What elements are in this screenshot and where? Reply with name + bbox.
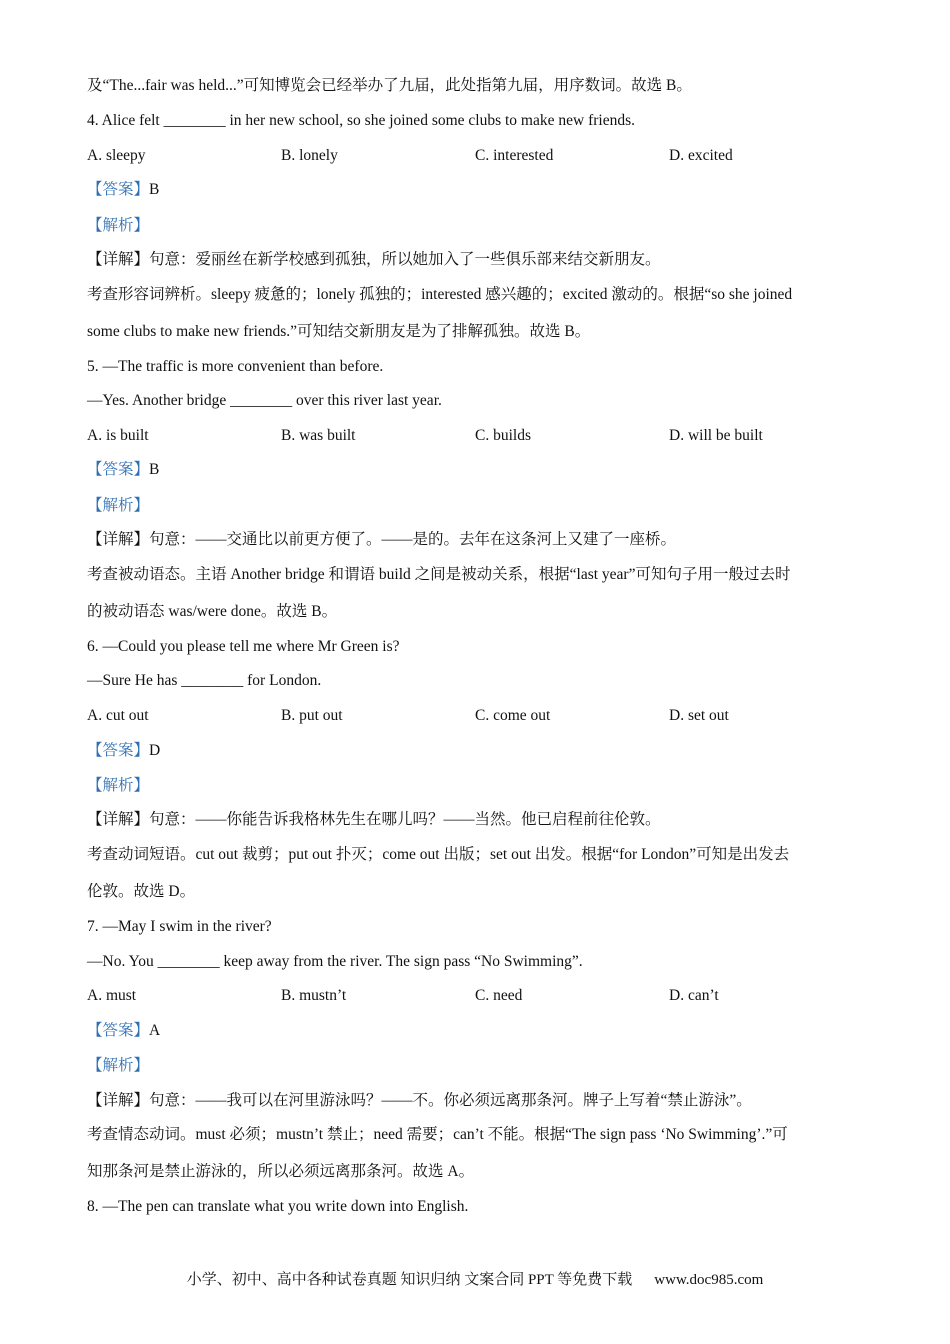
footer-url-link[interactable]: www.doc985.com: [654, 1272, 764, 1288]
question-5-explanation-2: 的被动语态 was/were done。故选 B。: [87, 603, 338, 620]
question-7-option-d: D. can’t: [669, 987, 719, 1004]
answer-value: A: [149, 1022, 161, 1039]
question-6-option-a: A. cut out: [87, 707, 149, 724]
detail-text: 句意：——你能告诉我格林先生在哪儿吗？——当然。他已启程前往伦敦。: [149, 811, 661, 828]
question-7-option-c: C. need: [475, 987, 523, 1004]
question-4-option-a: A. sleepy: [87, 147, 146, 164]
question-7-answer: [87, 1021, 867, 1041]
question-5-explanation-1: 考查被动语态。主语 Another bridge 和谓语 build 之间是被动关系，根据“last year”可知句子用一般过去时: [87, 566, 791, 583]
question-4-answer: [87, 180, 867, 200]
question-5-detail: [87, 530, 867, 550]
question-7-option-b: B. mustn’t: [281, 987, 347, 1004]
question-5-option-c: C. builds: [475, 427, 531, 444]
answer-value: B: [149, 181, 160, 198]
analysis-tag: 【解析】: [87, 217, 150, 234]
detail-tag: 【详解】: [87, 531, 150, 548]
question-6-option-b: B. put out: [281, 707, 343, 724]
detail-text: 句意：——我可以在河里游泳吗？——不。你必须远离那条河。牌子上写着“禁止游泳”。: [149, 1092, 752, 1109]
analysis-tag: 【解析】: [87, 777, 150, 794]
answer-tag: 【答案】: [87, 461, 150, 478]
question-5-option-b: B. was built: [281, 427, 356, 444]
question-4-option-d: D. excited: [669, 147, 733, 164]
question-4-option-c: C. interested: [475, 147, 554, 164]
question-5-stem-1: 5. —The traffic is more convenient than before.: [87, 358, 384, 375]
question-6-option-d: D. set out: [669, 707, 729, 724]
question-4-detail: [87, 250, 867, 270]
question-7-option-a: A. must: [87, 987, 137, 1004]
question-8-stem-1: 8. —The pen can translate what you write down into English.: [87, 1198, 469, 1215]
answer-value: B: [149, 461, 160, 478]
text-line: 及“The...fair was held...”可知博览会已经举办了九届，此处指第九届，用序数词。故选 B。: [87, 77, 692, 94]
detail-tag: 【详解】: [87, 1092, 150, 1109]
answer-value: D: [149, 742, 161, 759]
detail-text: 句意：——交通比以前更方便了。——是的。去年在这条河上又建了一座桥。: [149, 531, 677, 548]
question-7-detail: [87, 1091, 867, 1111]
question-7-explanation-1: 考查情态动词。must 必须；mustn’t 禁止；need 需要；can’t 不能。根据“The sign pass ‘No Swimming’.”可: [87, 1126, 788, 1143]
question-5-option-d: D. will be built: [669, 427, 763, 444]
analysis-tag: 【解析】: [87, 1057, 150, 1074]
question-7-stem-1: 7. —May I swim in the river?: [87, 918, 272, 935]
answer-tag: 【答案】: [87, 1022, 150, 1039]
question-6-detail: [87, 810, 867, 830]
question-4-explanation-1: 考查形容词辨析。sleepy 疲惫的；lonely 孤独的；interested 感兴趣的；excited 激动的。根据“so she joined: [87, 286, 793, 303]
answer-tag: 【答案】: [87, 181, 150, 198]
question-6-explanation-2: 伦敦。故选 D。: [87, 883, 196, 900]
detail-tag: 【详解】: [87, 251, 150, 268]
detail-text: 句意：爱丽丝在新学校感到孤独，所以她加入了一些俱乐部来结交新朋友。: [149, 251, 661, 268]
question-6-option-c: C. come out: [475, 707, 551, 724]
question-7-explanation-2: 知那条河是禁止游泳的，所以必须远离那条河。故选 A。: [87, 1163, 475, 1180]
question-6-explanation-1: 考查动词短语。cut out 裁剪；put out 扑灭；come out 出版；set out 出发。根据“for London”可知是出发去: [87, 846, 790, 863]
question-6-stem-1: 6. —Could you please tell me where Mr Green is?: [87, 638, 400, 655]
question-5-answer: [87, 460, 867, 480]
detail-tag: 【详解】: [87, 811, 150, 828]
question-4-explanation-2: some clubs to make new friends.”可知结交新朋友是为了排解孤独。故选 B。: [87, 323, 591, 340]
question-5-stem-2: —Yes. Another bridge ________ over this river last year.: [87, 392, 442, 409]
question-4-option-b: B. lonely: [281, 147, 338, 164]
question-4-stem: 4. Alice felt ________ in her new school, so she joined some clubs to make new friends.: [87, 112, 635, 129]
analysis-tag: 【解析】: [87, 497, 150, 514]
question-5-option-a: A. is built: [87, 427, 149, 444]
page-footer: [0, 1270, 950, 1290]
question-6-answer: [87, 741, 867, 761]
question-7-stem-2: —No. You ________ keep away from the river. The sign pass “No Swimming”.: [87, 953, 583, 970]
question-6-stem-2: —Sure He has ________ for London.: [87, 672, 322, 689]
answer-tag: 【答案】: [87, 742, 150, 759]
footer-text: 小学、初中、高中各种试卷真题 知识归纳 文案合同 PPT 等免费下载: [186, 1272, 633, 1288]
